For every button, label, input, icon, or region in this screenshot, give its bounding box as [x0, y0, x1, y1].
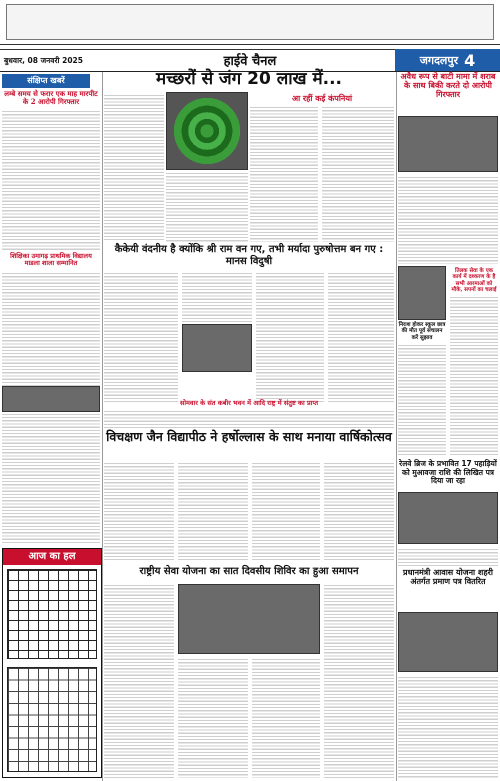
- story7-photo: [398, 612, 498, 672]
- story6-photo: [178, 584, 320, 654]
- story4-headline: विचक्षण जैन विद्यापीठ ने हर्षोल्लास के साथ मनाया वार्षिकोत्सव: [106, 429, 392, 444]
- header-bar: [0, 0, 500, 50]
- story3-headline: सोमवार के संत कबीर भवन में आदि राष्ट्र में संतुष्ट का प्राप्त: [179, 399, 319, 407]
- story2-body-col4: [328, 272, 394, 402]
- story4-body-col3: [252, 462, 320, 562]
- section-name: जगदलपुर: [419, 53, 459, 67]
- story6-headline: राष्ट्रीय सेवा योजना का सात दिवसीय शिविर का हुआ समापन: [139, 566, 359, 577]
- right-mid-photo: [398, 266, 446, 320]
- left-body-1: [2, 110, 100, 250]
- story6-body-col1: [104, 584, 174, 778]
- story5-photo: [398, 492, 498, 544]
- right-top-headline: अवैध रूप से बाटी मामा में शराब के साथ बिकी करते दो आरोपी गिरफ्तार: [400, 71, 496, 100]
- date-line: बुधवार, 08 जनवरी 2025: [4, 56, 83, 65]
- brief-news-tag: संक्षिप्त खबरें: [2, 74, 90, 88]
- puzzle-box: [2, 548, 102, 778]
- right-box-body: [450, 296, 498, 456]
- right-top-body: [398, 176, 498, 264]
- story2-body-col1: [104, 272, 178, 402]
- left-headline-2: शिक्षिका उमागढ़ प्राथमिक विद्यालय माडला शाला सम्मानित: [10, 252, 92, 268]
- column-rule-1: [102, 72, 103, 781]
- story7-headline: प्रधानमंत्री आवास योजना शहरी अंतर्गत प्रमाण पत्र वितरित: [403, 568, 493, 587]
- lead-body-col2: [166, 172, 248, 242]
- story6-body-col3: [252, 658, 320, 778]
- lead-headline: मच्छरों से जंग 20 लाख में...: [156, 69, 342, 89]
- column-rule-2: [396, 72, 397, 781]
- section-badge: [395, 49, 500, 71]
- story2-headline: कैकेयी वंदनीय है क्योंकि श्री राम वन गए, तभी मर्यादा पुरुषोत्तम बन गए : मानस विदुषी: [114, 244, 384, 267]
- story3-body: [104, 410, 394, 428]
- mosquito-coil-photo: [166, 92, 248, 170]
- right-top-photo: [398, 116, 498, 172]
- crossword-grid: [7, 569, 97, 659]
- story4-body-col1: [104, 462, 174, 562]
- story5-headline: रेलवे ब्रिज के प्रभावित 17 पहाड़ियों को मुआवजा राशि की लिखित पत्र दिया जा रहा: [399, 459, 497, 486]
- top-strip: [6, 4, 494, 40]
- left-headline-1: लम्बे समय से फरार एक माह मारपीट के 2 आरोपी गिरफ्तार: [4, 89, 98, 107]
- page-number: 4: [464, 50, 476, 70]
- lead-subhead: आ रहीं कई कंपनियां: [291, 93, 353, 103]
- story5-body: [398, 548, 498, 566]
- lead-body-col3: [250, 106, 318, 242]
- right-mid-headline: निराश होकर स्कूल छात्र की मौत पूर्व संचालन करें सुझाव: [398, 322, 446, 341]
- story6-body-col4: [324, 584, 394, 778]
- sudoku-grid: [7, 667, 97, 772]
- story4-body-col2: [178, 462, 248, 562]
- left-photo: [2, 386, 100, 412]
- games-title: आज का हल: [3, 549, 101, 565]
- lead-body-col1: [104, 94, 164, 242]
- story2-body-col3: [256, 272, 324, 402]
- story7-body: [398, 676, 498, 778]
- masthead-rule: [0, 44, 500, 45]
- right-box-headline: तिलक सेवा के एक कार्य में दश्करण के है सभी आरमाओं को मौके, सपनों का चलाई: [451, 268, 497, 293]
- story4-body-col4: [324, 462, 394, 562]
- lead-body-col4: [322, 106, 394, 242]
- paper-name: हाईवे चैनल: [223, 54, 277, 69]
- story2-body-col2: [182, 272, 252, 322]
- right-mid-body: [398, 344, 446, 456]
- story6-body-col2: [178, 658, 248, 778]
- story2-photo: [182, 324, 252, 372]
